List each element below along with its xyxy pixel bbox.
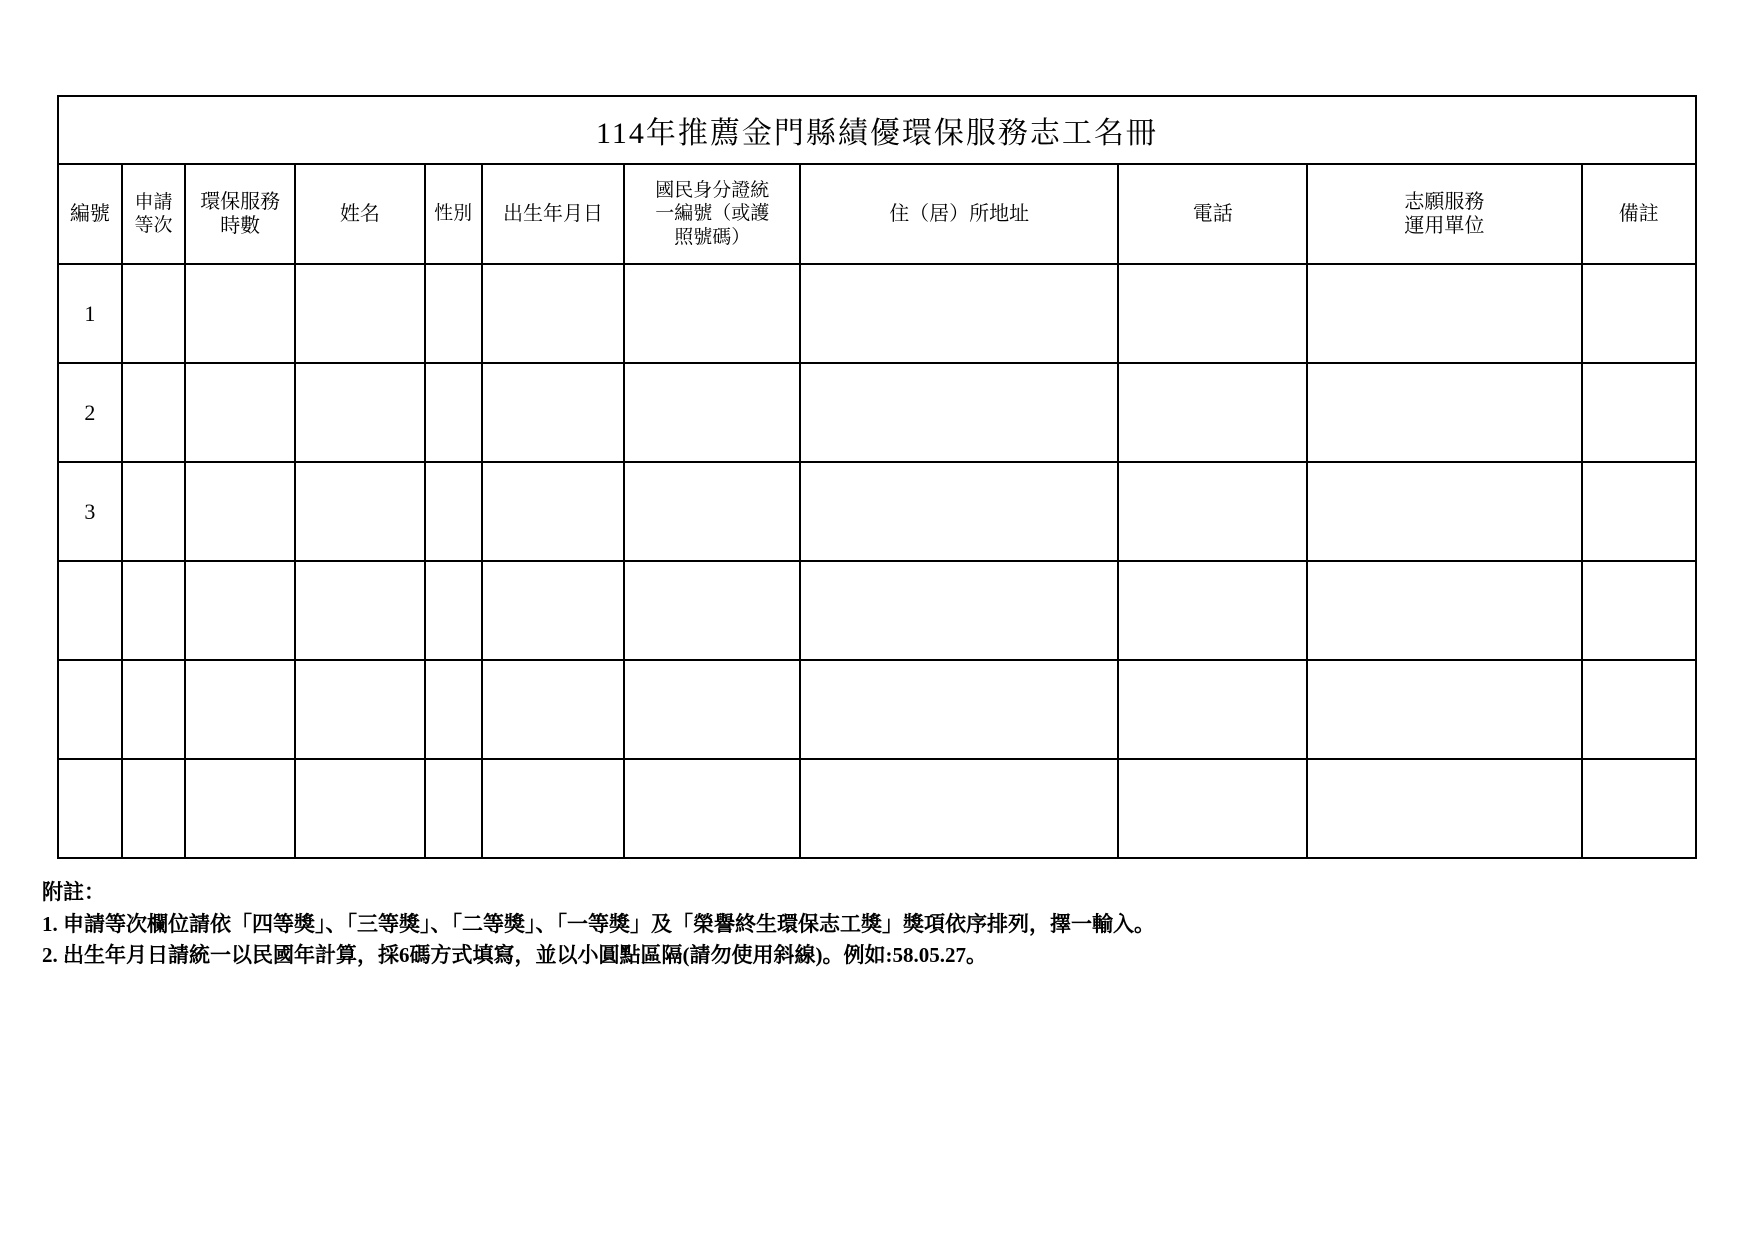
cell-unit[interactable] — [1307, 561, 1581, 660]
volunteer-roster-table — [57, 95, 1697, 859]
cell-level[interactable] — [122, 363, 186, 462]
cell-phone[interactable] — [1118, 759, 1307, 858]
cell-address[interactable] — [800, 363, 1118, 462]
cell-level[interactable] — [122, 561, 186, 660]
cell-birth[interactable] — [482, 462, 625, 561]
column-header-id-line3: 照號碼） — [674, 226, 751, 248]
cell-hours[interactable] — [185, 363, 295, 462]
column-header-hours-line1: 環保服務 — [200, 190, 281, 213]
cell-id[interactable] — [624, 264, 800, 363]
cell-no: 2 — [58, 363, 122, 462]
column-header-hours — [185, 164, 295, 264]
table-row — [58, 462, 1696, 561]
cell-hours[interactable] — [185, 561, 295, 660]
cell-no: 1 — [58, 264, 122, 363]
cell-unit[interactable] — [1307, 363, 1581, 462]
footnotes — [42, 877, 1716, 972]
table-row — [58, 363, 1696, 462]
column-header-phone: 電話 — [1118, 164, 1307, 264]
footnote-item-2: 2. 出生年月日請統一以民國年計算，採6碼方式填寫，並以小圓點區隔(請勿使用斜線)。例如:58.05.27。 — [42, 943, 987, 967]
cell-phone[interactable] — [1118, 561, 1307, 660]
column-header-birth: 出生年月日 — [482, 164, 625, 264]
table-row — [58, 264, 1696, 363]
table-title-row — [58, 96, 1696, 164]
column-header-no: 編號 — [58, 164, 122, 264]
cell-sex[interactable] — [425, 759, 482, 858]
cell-phone[interactable] — [1118, 264, 1307, 363]
column-header-id-line2: 一編號（或護 — [655, 203, 770, 225]
column-header-name: 姓名 — [295, 164, 425, 264]
cell-hours[interactable] — [185, 462, 295, 561]
cell-note[interactable] — [1582, 264, 1696, 363]
column-header-level-line2: 等次 — [134, 215, 173, 236]
cell-unit[interactable] — [1307, 759, 1581, 858]
column-header-unit-line1: 志願服務 — [1404, 190, 1485, 213]
cell-note[interactable] — [1582, 759, 1696, 858]
cell-sex[interactable] — [425, 561, 482, 660]
page-title: 114年推薦金門縣績優環保服務志工名冊 — [58, 96, 1696, 164]
column-header-unit — [1307, 164, 1581, 264]
cell-hours[interactable] — [185, 759, 295, 858]
column-header-level-line1: 申請 — [134, 191, 173, 213]
cell-address[interactable] — [800, 264, 1118, 363]
cell-birth[interactable] — [482, 363, 625, 462]
cell-note[interactable] — [1582, 660, 1696, 759]
cell-name[interactable] — [295, 462, 425, 561]
cell-id[interactable] — [624, 561, 800, 660]
cell-note[interactable] — [1582, 363, 1696, 462]
column-header-level — [122, 164, 186, 264]
cell-id[interactable] — [624, 363, 800, 462]
cell-no: 3 — [58, 462, 122, 561]
footnotes-heading: 附註： — [42, 880, 105, 904]
cell-phone[interactable] — [1118, 660, 1307, 759]
cell-birth[interactable] — [482, 264, 625, 363]
cell-level[interactable] — [122, 660, 186, 759]
cell-sex[interactable] — [425, 264, 482, 363]
cell-name[interactable] — [295, 561, 425, 660]
cell-note[interactable] — [1582, 561, 1696, 660]
cell-note[interactable] — [1582, 462, 1696, 561]
cell-phone[interactable] — [1118, 462, 1307, 561]
cell-birth[interactable] — [482, 561, 625, 660]
cell-address[interactable] — [800, 660, 1118, 759]
cell-address[interactable] — [800, 759, 1118, 858]
column-header-sex: 性別 — [425, 164, 482, 264]
cell-hours[interactable] — [185, 264, 295, 363]
column-header-hours-line2: 時數 — [220, 215, 261, 237]
cell-birth[interactable] — [482, 660, 625, 759]
table-header-row — [58, 164, 1696, 264]
cell-no — [58, 660, 122, 759]
cell-unit[interactable] — [1307, 264, 1581, 363]
table-row — [58, 561, 1696, 660]
cell-address[interactable] — [800, 462, 1118, 561]
cell-phone[interactable] — [1118, 363, 1307, 462]
cell-name[interactable] — [295, 363, 425, 462]
column-header-id — [624, 164, 800, 264]
cell-address[interactable] — [800, 561, 1118, 660]
cell-id[interactable] — [624, 759, 800, 858]
cell-level[interactable] — [122, 264, 186, 363]
column-header-id-line1: 國民身分證統 — [655, 180, 770, 202]
cell-birth[interactable] — [482, 759, 625, 858]
cell-level[interactable] — [122, 759, 186, 858]
cell-level[interactable] — [122, 462, 186, 561]
cell-name[interactable] — [295, 264, 425, 363]
cell-id[interactable] — [624, 660, 800, 759]
cell-sex[interactable] — [425, 462, 482, 561]
cell-no — [58, 561, 122, 660]
cell-id[interactable] — [624, 462, 800, 561]
table-row — [58, 660, 1696, 759]
cell-unit[interactable] — [1307, 660, 1581, 759]
cell-no — [58, 759, 122, 858]
column-header-note: 備註 — [1582, 164, 1696, 264]
table-row — [58, 759, 1696, 858]
cell-hours[interactable] — [185, 660, 295, 759]
cell-sex[interactable] — [425, 363, 482, 462]
column-header-unit-line2: 運用單位 — [1404, 215, 1485, 237]
cell-name[interactable] — [295, 759, 425, 858]
column-header-address: 住（居）所地址 — [800, 164, 1118, 264]
footnote-item-1: 1. 申請等次欄位請依「四等獎」、「三等獎」、「二等獎」、「一等獎」及「榮譽終生環保志工獎」獎項依序排列，擇一輸入。 — [42, 911, 1155, 936]
cell-name[interactable] — [295, 660, 425, 759]
cell-sex[interactable] — [425, 660, 482, 759]
cell-unit[interactable] — [1307, 462, 1581, 561]
